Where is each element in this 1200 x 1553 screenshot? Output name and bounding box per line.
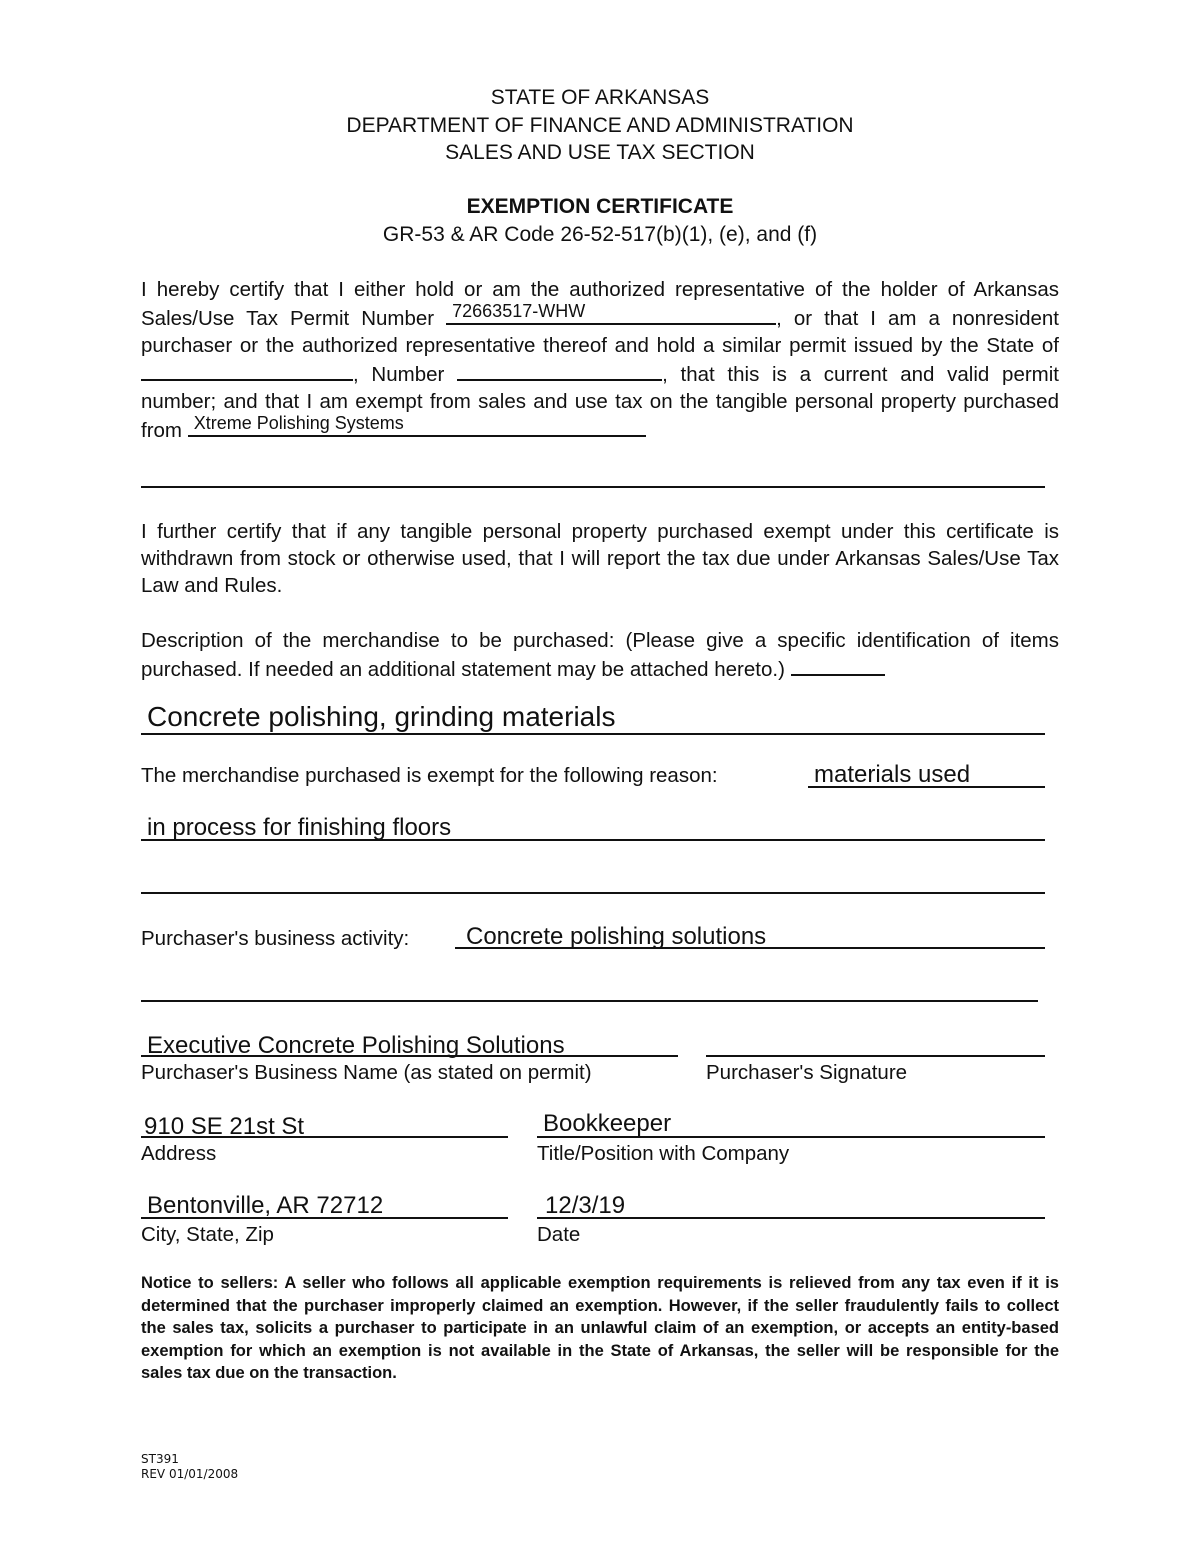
reason-field-2[interactable] xyxy=(141,839,1045,841)
activity-field[interactable] xyxy=(455,947,1045,949)
notice-to-sellers: Notice to sellers: A seller who follows all applicable exemption requirements is relieved from any tax even if it is determined that the purchaser improperly claimed an exemption. However, if the seller fraudulently fails to collect the sales tax, solicits a purchaser to participate in an unlawful claim of an exemption, or accepts an entity-based exemption for which an exemption is not available in the State of Arkansas, the seller will be responsible for the sales tax due on the transaction. xyxy=(141,1274,1059,1382)
reason-field-1[interactable] xyxy=(808,786,1045,788)
seller-name-value: Xtreme Polishing Systems xyxy=(193,413,404,433)
business-name-field[interactable] xyxy=(141,1055,678,1057)
title-position-label: Title/Position with Company xyxy=(537,1142,790,1165)
description-value: Concrete polishing, grinding materials xyxy=(147,701,616,732)
further-certify-paragraph: I further certify that if any tangible personal property purchased exempt under this certificate is withdrawn from stock or otherwise used, that I will report the tax due under Arkansas Sales/Use Tax Law and Rules. xyxy=(141,520,1059,597)
date-value: 12/3/19 xyxy=(545,1192,626,1219)
certify-text-1: I hereby certify that I either hold or am the authorized representative of the holder of Arkansas Sales/Use Tax Permit Number xyxy=(141,278,1059,330)
certify-text-4: , that this is a current and valid permit number; and that I am exempt from sales and use tax on the tangible personal property purchased from xyxy=(141,363,1059,442)
date-field[interactable] xyxy=(537,1217,1045,1219)
seller-name-field[interactable] xyxy=(188,415,646,437)
permit-number-field[interactable] xyxy=(446,303,776,325)
reason-prompt: The merchandise purchased is exempt for the following reason: xyxy=(141,764,718,787)
code-reference: GR-53 & AR Code 26-52-517(b)(1), (e), and (f) xyxy=(382,223,818,246)
form-number: ST391 xyxy=(141,1452,179,1466)
date-label: Date xyxy=(537,1223,581,1246)
signature-field[interactable] xyxy=(706,1055,1045,1057)
address-label: Address xyxy=(141,1142,217,1165)
permit-number-value: 72663517-WHW xyxy=(452,301,586,321)
reason-value-line1: materials used xyxy=(814,761,971,788)
certificate-title: EXEMPTION CERTIFICATE xyxy=(466,195,734,218)
business-name-value: Executive Concrete Polishing Solutions xyxy=(147,1032,565,1059)
department-title: DEPARTMENT OF FINANCE AND ADMINISTRATION xyxy=(346,114,854,137)
section-title: SALES AND USE TAX SECTION xyxy=(445,141,755,164)
description-prompt-text: Description of the merchandise to be purchased: (Please give a specific identification of items purchased. If needed an additional statement may be attached hereto.) xyxy=(141,629,1059,681)
blank-line xyxy=(141,486,1045,488)
title-position-value: Bookkeeper xyxy=(543,1110,672,1137)
business-name-label: Purchaser's Business Name (as stated on permit) xyxy=(141,1061,592,1084)
description-prompt xyxy=(141,627,1059,683)
certify-text-3: , Number xyxy=(353,363,445,386)
description-field[interactable] xyxy=(141,733,1045,735)
certify-text-2: , or that I am a nonresident purchaser or the authorized representative thereof and hold a similar permit issued by the State of xyxy=(141,307,1060,357)
activity-value: Concrete polishing solutions xyxy=(466,923,767,950)
activity-field-2[interactable] xyxy=(141,1000,1038,1002)
reason-value-line2: in process for finishing floors xyxy=(147,814,452,841)
address-field[interactable] xyxy=(141,1136,508,1138)
certification-paragraph xyxy=(141,276,1059,444)
issuing-state-field[interactable] xyxy=(141,359,353,381)
city-label: City, State, Zip xyxy=(141,1223,274,1246)
form-revision: REV 01/01/2008 xyxy=(141,1467,239,1481)
reason-field-3[interactable] xyxy=(141,892,1045,894)
city-field[interactable] xyxy=(141,1217,508,1219)
state-title: STATE OF ARKANSAS xyxy=(490,86,710,109)
title-position-field[interactable] xyxy=(537,1136,1045,1138)
activity-prompt: Purchaser's business activity: xyxy=(141,927,410,950)
description-prompt-blank xyxy=(791,654,885,676)
city-value: Bentonville, AR 72712 xyxy=(147,1192,384,1219)
address-value: 910 SE 21st St xyxy=(144,1113,305,1140)
similar-permit-number-field[interactable] xyxy=(457,359,662,381)
signature-label: Purchaser's Signature xyxy=(706,1061,908,1084)
